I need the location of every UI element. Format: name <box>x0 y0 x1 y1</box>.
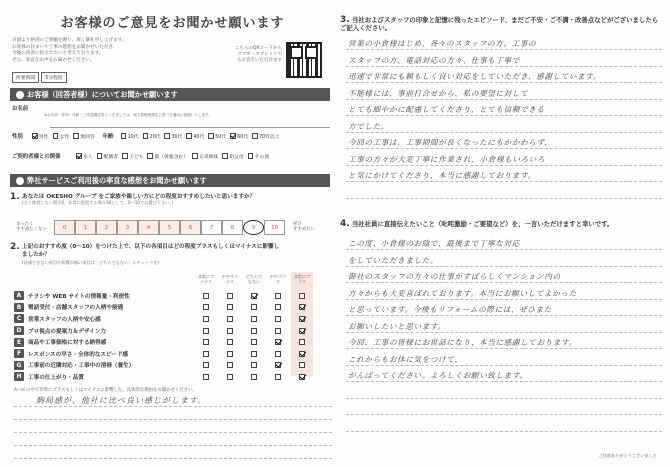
checkbox-icon <box>275 351 281 357</box>
checkbox-icon <box>227 339 233 345</box>
rating-cell[interactable] <box>268 371 288 383</box>
checkbox-icon <box>275 339 281 345</box>
gender-label: 性別 <box>12 134 23 140</box>
checkbox-icon <box>227 304 233 310</box>
q2-text <box>22 243 282 267</box>
item-label: 電話受付・店舗スタッフの人柄や接遇 <box>28 305 124 312</box>
option-label: 男性 <box>39 134 49 140</box>
item-label: 営業スタッフの人柄や安心感 <box>28 316 101 323</box>
scale-high-line: すすめたい <box>293 227 315 232</box>
checkbox-icon <box>299 328 305 334</box>
checkbox-icon <box>203 316 209 322</box>
item-label: 工事の仕上がり・品質 <box>28 374 84 381</box>
handwritten-line: 不能様には、事前打合せから、私の要望に対して <box>348 88 529 98</box>
rating-cell[interactable] <box>292 313 312 325</box>
item-key: E <box>14 338 24 347</box>
scale-low-label <box>16 222 47 232</box>
rating-cell[interactable] <box>244 348 264 360</box>
rating-cell[interactable] <box>292 348 312 360</box>
checkbox-icon <box>251 293 257 299</box>
table-row <box>14 302 332 314</box>
rating-cell[interactable] <box>268 348 288 360</box>
section-title: 弊社サービスご利用後の率直な感想をお聞かせ願います <box>27 175 207 185</box>
column-header: どちらでもない <box>245 274 263 284</box>
age-option[interactable] <box>164 133 182 140</box>
checkbox-icon <box>122 153 128 159</box>
handwritten-line: この度、小倉様のお陰で、最後まで丁寧な対応 <box>348 239 520 248</box>
rating-cell[interactable] <box>244 313 264 325</box>
time-estimate <box>12 72 67 83</box>
rating-cell[interactable] <box>220 325 240 337</box>
qr-code-icon[interactable] <box>286 42 322 78</box>
scale-high-line: ぜひ <box>293 222 302 227</box>
table-row <box>14 325 332 337</box>
name-label: お名前 <box>12 106 29 112</box>
checkbox-icon <box>275 304 281 310</box>
q4-number: 4. <box>340 219 350 229</box>
checkbox-icon <box>143 133 149 139</box>
handwritten-line: がんばってください。よろしくお願い致します。 <box>348 371 528 380</box>
q3-number: 3. <box>340 15 350 25</box>
answer-line <box>346 418 662 432</box>
rating-cell[interactable] <box>244 371 264 383</box>
free-line[interactable] <box>14 446 332 459</box>
relation-option[interactable] <box>76 153 93 160</box>
checkbox-icon <box>227 374 233 380</box>
rating-cell[interactable] <box>244 360 264 372</box>
qr-text <box>222 46 282 64</box>
scale-option-4[interactable]: 4 <box>138 220 159 235</box>
q2-number: 2. <box>10 242 20 252</box>
checkbox-icon <box>203 374 209 380</box>
q1-number: 1. <box>10 192 20 202</box>
checkbox-icon <box>299 304 305 310</box>
item-label: チラシや WEB サイトの情報量・利便性 <box>28 293 130 300</box>
option-label: 配偶者 <box>103 154 119 160</box>
rating-cell[interactable] <box>220 360 240 372</box>
handwritten-line: 営業の小倉様はじめ、各々のスタッフの方、工事の <box>348 39 537 48</box>
option-label: 祖父母 <box>229 154 244 160</box>
name-field[interactable] <box>50 116 330 128</box>
item-label: 商品や工事価格に対する納得感 <box>28 340 107 347</box>
checkbox-icon <box>203 351 209 357</box>
intro-text <box>12 38 212 64</box>
checkbox-icon <box>299 293 305 299</box>
section-title: お客様（回答者様）についてお聞かせ願います <box>27 89 178 99</box>
time-label: 所要時間 <box>12 72 39 83</box>
column-header: 非常にマイナス <box>197 274 215 284</box>
checkbox-icon <box>251 351 257 357</box>
rating-cell[interactable] <box>220 371 240 383</box>
q1-note: (全く推奨しない場合0、非常に推奨する場合10として、0〜10でお選び下さい。) <box>22 200 174 205</box>
right-page <box>340 6 665 461</box>
checkbox-icon <box>252 133 258 139</box>
age-option[interactable] <box>121 133 139 140</box>
answer-line <box>346 385 662 399</box>
rating-cell[interactable] <box>220 302 240 314</box>
checkbox-icon <box>227 362 233 368</box>
intro-line: 今後の改善に役立てたいと考えております。 <box>12 51 104 56</box>
gender-option[interactable] <box>73 133 94 140</box>
q3-text <box>340 16 660 32</box>
rating-cell[interactable] <box>244 325 264 337</box>
q3-question: 当社およびスタッフの印象と記憶に残ったエピソード、まだご不安・ご不満・改善点などがございましたらご記入ください。 <box>340 16 659 32</box>
handwritten-line: 御社のスタッフの方々の仕事がすばらしくマンション内の <box>348 272 561 281</box>
item-key: A <box>14 291 24 300</box>
checkbox-icon <box>227 328 233 334</box>
checkbox-icon <box>203 339 209 345</box>
item-key: C <box>14 314 24 323</box>
option-label: 50代 <box>215 134 227 140</box>
left-page <box>10 6 335 461</box>
free-line[interactable] <box>14 420 332 433</box>
checkbox-icon <box>203 304 209 310</box>
footer-thanks: ご回答ありがとうございました <box>598 453 657 458</box>
checkbox-icon <box>227 293 233 299</box>
option-label: 子ども <box>129 154 144 160</box>
comment-icon <box>16 177 24 185</box>
checkbox-icon <box>164 133 170 139</box>
column-header: ややマイナス <box>221 274 239 284</box>
rating-cell[interactable] <box>196 348 216 360</box>
relation-option[interactable] <box>248 153 269 160</box>
item-key: H <box>14 372 24 381</box>
free-line[interactable] <box>14 407 332 420</box>
person-icon <box>16 91 24 99</box>
checkbox-icon <box>53 133 59 139</box>
q2-note: (評価できない項目や影響が無い項目は「どちらでもない」にチェックを) <box>22 260 160 265</box>
item-label: レスポンスの早さ・全体的なスピード感 <box>28 351 129 358</box>
qr-text-line: もお答えいただけます <box>237 58 282 63</box>
rating-cell[interactable] <box>196 360 216 372</box>
table-row <box>14 348 332 360</box>
handwritten-line: 今回、工事の皆様にお世話になり、本当に感謝しております。 <box>348 338 577 347</box>
option-label: 親（義親含む） <box>154 154 189 160</box>
scale-low-line: すすめたくない <box>16 227 47 232</box>
checkbox-icon <box>97 153 103 159</box>
scale-option-6[interactable]: 6 <box>180 220 201 235</box>
handwritten-line: 方でした。 <box>348 121 389 131</box>
handwritten-line: 今回の工事は、工事期間が長くなったにもかかわらず、 <box>348 138 553 147</box>
column-header: 非常にプラス <box>293 274 311 284</box>
rating-cell[interactable] <box>268 360 288 372</box>
scale-option-3[interactable]: 3 <box>117 220 138 235</box>
option-label: 本人 <box>83 154 93 160</box>
checkbox-icon <box>227 316 233 322</box>
checkbox-icon <box>299 351 305 357</box>
relation-option[interactable] <box>147 153 188 160</box>
answer-line <box>346 185 662 199</box>
scale-option-5[interactable]: 5 <box>159 220 180 235</box>
item-key: G <box>14 361 24 370</box>
checkbox-icon <box>251 316 257 322</box>
q1-text <box>22 192 332 206</box>
item-key: F <box>14 349 24 358</box>
checkbox-icon <box>299 362 305 368</box>
checkbox-icon <box>299 316 305 322</box>
free-answer: 駒局感が、他社に比べ良い感じがします。 <box>36 396 207 405</box>
option-label: 兄弟姉妹 <box>199 154 219 160</box>
relation-option[interactable] <box>192 153 218 160</box>
handwritten-line: スタッフの方、電話対応の方々、仕事も丁寧で <box>348 55 521 65</box>
checkbox-icon <box>251 328 257 334</box>
table-row <box>14 290 332 302</box>
relation-row <box>12 152 273 160</box>
checkbox-icon <box>251 304 257 310</box>
age-option[interactable] <box>208 133 226 140</box>
rating-cell[interactable] <box>292 360 312 372</box>
checkbox-icon <box>275 328 281 334</box>
column-header: ややプラス <box>269 274 287 284</box>
qr-text-line: こちらのQRコードから <box>234 46 282 51</box>
scale-option-8[interactable]: 8 <box>222 220 243 235</box>
table-row <box>14 371 332 383</box>
option-label: 無回答 <box>80 134 95 140</box>
intro-line: 日頃より格別のご愛顧を賜り、厚く御礼申し上げます。 <box>12 38 127 43</box>
intro-line: ぜひ、率直なお声をお聞かせください。 <box>12 57 95 63</box>
checkbox-icon <box>208 133 214 139</box>
qr-text-line: スマホ・タブレットで <box>237 52 282 57</box>
gender-option[interactable] <box>53 133 70 140</box>
rating-cell[interactable] <box>268 325 288 337</box>
checkbox-icon <box>230 133 236 139</box>
handwritten-line: お願いしたいと思います。 <box>348 321 446 331</box>
checkbox-icon <box>147 153 153 159</box>
q4-text <box>340 220 660 228</box>
handwritten-line: 方々からも大変喜ばれております。本当にお願いしてよかった <box>348 288 577 298</box>
scale-option-7[interactable]: 7 <box>201 220 222 235</box>
checkbox-icon <box>275 316 281 322</box>
rating-cell[interactable] <box>268 313 288 325</box>
rating-cell[interactable] <box>220 313 240 325</box>
gender-age-row <box>12 132 284 140</box>
rating-cell[interactable] <box>244 290 264 302</box>
checkbox-icon <box>186 133 192 139</box>
item-label: プロ視点の提案力＆デザイン力 <box>28 328 106 335</box>
item-key: B <box>14 303 24 312</box>
handwritten-line: と気にかけてくださり、本当に感謝しております。 <box>348 171 536 180</box>
relation-option[interactable] <box>122 153 143 160</box>
checkbox-icon <box>251 339 257 345</box>
free-line[interactable] <box>14 433 332 446</box>
checkbox-icon <box>248 153 254 159</box>
checkbox-icon <box>275 293 281 299</box>
checkbox-icon <box>203 328 209 334</box>
checkbox-icon <box>121 133 127 139</box>
scale-low-line: まったく <box>16 222 34 227</box>
rating-cell[interactable] <box>220 336 240 348</box>
checkbox-icon <box>76 153 82 159</box>
name-note: ※お名前・性別・年齢・ご家族構成等につきましては、個人情報保護法に基づき適切に管理いたします。 <box>44 113 212 117</box>
rating-cell[interactable] <box>220 290 240 302</box>
intro-line: お客様の住まいや工事の感想をお聞かせいただき、 <box>12 44 118 50</box>
option-label: その他 <box>254 154 270 160</box>
rating-cell[interactable] <box>292 325 312 337</box>
rating-cell[interactable] <box>292 371 312 383</box>
checkbox-icon <box>203 293 209 299</box>
rating-cell[interactable] <box>196 325 216 337</box>
option-label: 10代 <box>127 134 139 140</box>
checkbox-icon <box>32 133 38 139</box>
checkbox-icon <box>251 374 257 380</box>
rating-cell[interactable] <box>268 290 288 302</box>
option-label: 60代 <box>237 134 249 140</box>
rating-cell[interactable] <box>244 336 264 348</box>
rating-cell[interactable] <box>196 371 216 383</box>
option-label: 70代以上 <box>259 134 280 140</box>
checkbox-icon <box>299 374 305 380</box>
checkbox-icon <box>192 153 198 159</box>
handwritten-line: 工事の方々が大変丁寧に作業され、小倉様もいろいろ <box>348 154 546 164</box>
rating-cell[interactable] <box>196 336 216 348</box>
age-option[interactable] <box>252 133 280 140</box>
handwritten-line: と思っています。今後もリフォームの際には、ぜひまた <box>348 305 552 314</box>
handwritten-line: をしていただきました。 <box>348 255 439 265</box>
rating-cell[interactable] <box>292 302 312 314</box>
section-bar-customer <box>10 88 330 101</box>
scale-option-0[interactable]: 0 <box>54 220 75 235</box>
checkbox-icon <box>275 374 281 380</box>
checkbox-icon <box>251 362 257 368</box>
option-label: 女性 <box>59 134 70 140</box>
relation-option[interactable] <box>222 153 243 160</box>
relation-label: ご契約者様との関係 <box>12 154 61 160</box>
checkbox-icon <box>227 351 233 357</box>
rating-cell[interactable] <box>196 302 216 314</box>
q2-question: 上記のおすすめ度（0〜10）をつけた上で、以下の各項目はどの程度プラスもしくはマイナスに影響しましたか？ <box>22 244 280 258</box>
rating-cell[interactable] <box>220 348 240 360</box>
scale-option-9[interactable]: 9 <box>243 220 264 235</box>
option-label: 20代 <box>149 134 161 140</box>
rating-cell[interactable] <box>244 302 264 314</box>
answer-line <box>346 401 662 415</box>
option-label: 30代 <box>171 134 183 140</box>
checkbox-icon <box>275 362 281 368</box>
rating-cell[interactable] <box>292 336 312 348</box>
rating-cell[interactable] <box>268 302 288 314</box>
section-bar-feedback <box>10 174 330 187</box>
relation-option[interactable] <box>97 153 118 160</box>
checkbox-icon <box>203 362 209 368</box>
table-row <box>14 336 332 348</box>
age-label: 年齢 <box>102 134 114 140</box>
scale-high-label <box>293 222 315 232</box>
handwritten-line: これからもお体に気をつけて、 <box>348 354 463 364</box>
item-key: D <box>14 326 24 335</box>
gender-option[interactable] <box>32 133 49 140</box>
checkbox-icon <box>299 339 305 345</box>
age-option[interactable] <box>186 133 204 140</box>
q1-question: あなたは OKESHO グループ をご家族や親しい方にどの程度おすすめしたいと思いますか？ <box>22 194 256 200</box>
age-option[interactable] <box>230 133 248 140</box>
q4-question: 当社社員に直接伝えたいこと（叱咤激励・ご要望など）を、一言いただけますと幸いです。 <box>351 220 614 228</box>
rating-cell[interactable] <box>196 313 216 325</box>
rating-cell[interactable] <box>268 336 288 348</box>
scale-option-10[interactable]: 10 <box>264 220 285 235</box>
free-label: A〜H の中で非常にプラスもしくはマイナスに影響した、具体的な理由をお聞かせください。 <box>14 388 197 393</box>
item-label: 工事前の近隣対応・工事中の清掃（養生） <box>28 363 135 370</box>
time-value: 5分程度 <box>41 72 66 83</box>
rating-cell[interactable] <box>292 290 312 302</box>
page-title: お客様のご意見をお聞かせ願います <box>60 15 285 31</box>
scale-option-1[interactable]: 1 <box>75 220 96 235</box>
option-label: 40代 <box>193 134 205 140</box>
scale-option-2[interactable]: 2 <box>96 220 117 235</box>
recommend-scale <box>54 220 285 235</box>
checkbox-icon <box>222 153 228 159</box>
rating-cell[interactable] <box>196 290 216 302</box>
handwritten-line: 迅速で非常にも頼もしく良い対応をしていただき、感謝しています。 <box>348 72 602 81</box>
name-row <box>12 104 42 112</box>
age-option[interactable] <box>143 133 161 140</box>
handwritten-line: とても細やかに配慮してくださり、とても信頼できる <box>348 105 545 114</box>
checkbox-icon <box>73 133 79 139</box>
table-row <box>14 360 332 372</box>
table-row <box>14 313 332 325</box>
